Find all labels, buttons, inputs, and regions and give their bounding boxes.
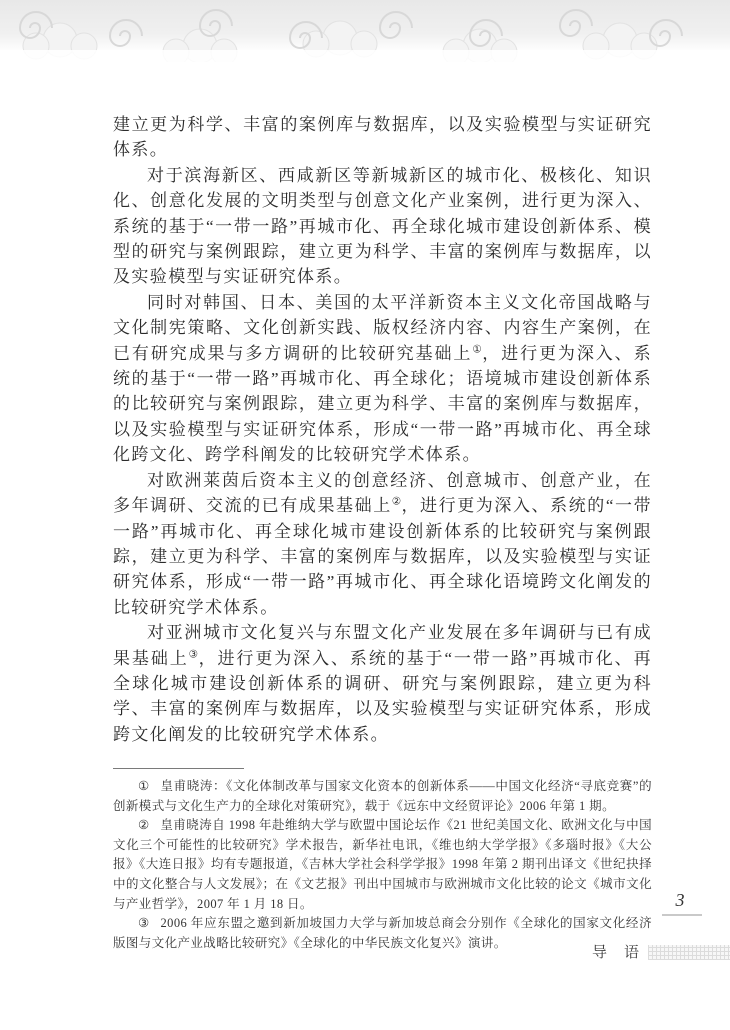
page-number: 3 <box>675 890 685 910</box>
footnote-reference[interactable]: ③ <box>188 648 199 660</box>
body-paragraph <box>113 163 652 290</box>
body-text-run: 对于滨海新区、西咸新区等新城新区的城市化、极核化、知识化、创意化发展的文明类型与创意文化产业案例，进行更为深入、系统的基于“一带一路”再城市化、再全球化城市建设创新体系、模型的研究与案例跟踪，建立更为科学、丰富的案例库与数据库，以及实验模型与实证研究体系。 <box>113 165 652 287</box>
footer-pattern-bar <box>648 945 730 960</box>
body-paragraph <box>113 290 652 468</box>
footnote-marker: ② <box>138 818 150 833</box>
section-label: 导 语 <box>592 944 641 961</box>
footnote-text: 皇甫晓涛：《文化体制改革与国家文化资本的创新体系——中国文化经济“寻底竞赛”的创新模式与文化生产力的全球化对策研究》，载于《远东中文经贸评论》2006 年第 1 期。 <box>113 779 652 813</box>
body-paragraph <box>113 468 652 620</box>
page-number-rule <box>662 914 702 916</box>
body-text-run: ，进行更为深入、系统的基于“一带一路”再城市化、再全球化城市建设创新体系的调研、研究与案例跟踪，建立更为科学、丰富的案例库与数据库，以及实验模型与实证研究体系，形成跨文化阐发的比较研究学术体系。 <box>113 648 652 744</box>
cloud-pattern-band <box>0 0 730 62</box>
body-text-run: 同时对韩国、日本、美国的太平洋新资本主义文化帝国战略与文化制宪策略、文化创新实践、版权经济内容、内容生产案例，在已有研究成果与多方调研的比较研究基础上 <box>113 292 652 363</box>
footnote-text: 2006 年应东盟之邀到新加坡国力大学与新加坡总商会分别作《全球化的国家文化经济版图与文化产业战略比较研究》《全球化的中华民族文化复兴》演讲。 <box>113 916 652 950</box>
footnote-item <box>113 777 652 816</box>
body-text-run: ，进行更为深入、系统的基于“一带一路”再城市化、再全球化；语境城市建设创新体系的比较研究与案例跟踪，建立更为科学、丰富的案例库与数据库，以及实验模型与实证研究体系，形成“一带一路”再城市化、再全球化跨文化、跨学科阐发的比较研究学术体系。 <box>113 343 652 465</box>
footnote-text: 皇甫晓涛自 1998 年赴维纳大学与欧盟中国论坛作《21 世纪美国文化、欧洲文化与中国文化三个可能性的比较研究》学术报告，新华社电讯，《维也纳大学学报》《多瑙时报》《大公报》《大连日报》均有专题报道，《吉林大学社会科学学报》1998 年第 2 期刊出译文《世纪抉择中的文化整合与人文发展》；在《文艺报》刊出中国城市与欧洲城市文化比较的论文《城市文化与产业哲学》，2007 年 1 月 18 日。 <box>113 818 653 911</box>
body-text-run: ，进行更为深入、系统的“一带一路”再城市化、再全球化城市建设创新体系的比较研究与案例跟踪，建立更为科学、丰富的案例库与数据库，以及实验模型与实证研究体系，形成“一带一路”再城市化、再全球化语境跨文化阐发的比较研究学术体系。 <box>113 496 652 617</box>
body-paragraph <box>113 620 652 747</box>
body-paragraph <box>113 112 652 163</box>
body-text-run: 建立更为科学、丰富的案例库与数据库，以及实验模型与实证研究体系。 <box>113 115 652 160</box>
clouds-icon <box>0 0 730 62</box>
footnote-marker: ① <box>138 779 150 793</box>
footnote-item <box>113 816 652 914</box>
footnote-reference[interactable]: ② <box>391 496 402 508</box>
footnote-marker: ③ <box>138 916 150 931</box>
body-text-run: 对亚洲城市文化复兴与东盟文化产业发展在多年调研与已有成果基础上 <box>113 623 652 668</box>
body-text-run: 对欧洲莱茵后资本主义的创意经济、创意城市、创意产业，在多年调研、交流的已有成果基础上 <box>113 470 652 516</box>
footnotes-list <box>113 777 652 953</box>
footnote-item <box>113 914 652 953</box>
footnote-separator <box>113 768 244 769</box>
footnote-reference[interactable]: ① <box>472 344 483 355</box>
body-text <box>113 112 652 747</box>
